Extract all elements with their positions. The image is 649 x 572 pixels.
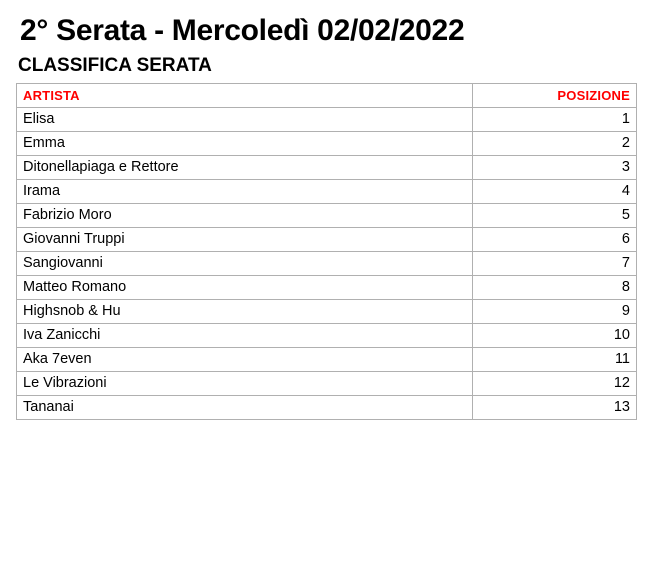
table-row: [17, 228, 637, 252]
cell-position: 3: [473, 156, 637, 180]
table-row: [17, 132, 637, 156]
cell-artist: Ditonellapiaga e Rettore: [17, 156, 473, 180]
cell-position: 11: [473, 348, 637, 372]
cell-position: 9: [473, 300, 637, 324]
table-row: [17, 300, 637, 324]
table-row: [17, 204, 637, 228]
cell-artist: Irama: [17, 180, 473, 204]
cell-position: 12: [473, 372, 637, 396]
cell-artist: Aka 7even: [17, 348, 473, 372]
table-row: [17, 396, 637, 420]
table-header-row: [17, 84, 637, 108]
cell-position: 5: [473, 204, 637, 228]
cell-position: 6: [473, 228, 637, 252]
table-row: [17, 108, 637, 132]
column-header-artist: ARTISTA: [17, 84, 473, 108]
cell-position: 10: [473, 324, 637, 348]
cell-artist: Matteo Romano: [17, 276, 473, 300]
table-row: [17, 180, 637, 204]
table-row: [17, 372, 637, 396]
cell-artist: Tananai: [17, 396, 473, 420]
table-row: [17, 276, 637, 300]
column-header-position: POSIZIONE: [473, 84, 637, 108]
cell-artist: Fabrizio Moro: [17, 204, 473, 228]
cell-artist: Giovanni Truppi: [17, 228, 473, 252]
ranking-table: [16, 83, 637, 420]
cell-artist: Sangiovanni: [17, 252, 473, 276]
section-subtitle: CLASSIFICA SERATA: [18, 54, 212, 76]
cell-position: 7: [473, 252, 637, 276]
table-row: [17, 348, 637, 372]
cell-artist: Iva Zanicchi: [17, 324, 473, 348]
table-row: [17, 156, 637, 180]
cell-artist: Emma: [17, 132, 473, 156]
table-body: [17, 108, 637, 420]
page-title: 2° Serata - Mercoledì 02/02/2022: [20, 14, 465, 47]
cell-position: 2: [473, 132, 637, 156]
table-row: [17, 252, 637, 276]
cell-position: 1: [473, 108, 637, 132]
cell-position: 4: [473, 180, 637, 204]
table-row: [17, 324, 637, 348]
cell-artist: Highsnob & Hu: [17, 300, 473, 324]
cell-artist: Le Vibrazioni: [17, 372, 473, 396]
cell-artist: Elisa: [17, 108, 473, 132]
cell-position: 8: [473, 276, 637, 300]
cell-position: 13: [473, 396, 637, 420]
